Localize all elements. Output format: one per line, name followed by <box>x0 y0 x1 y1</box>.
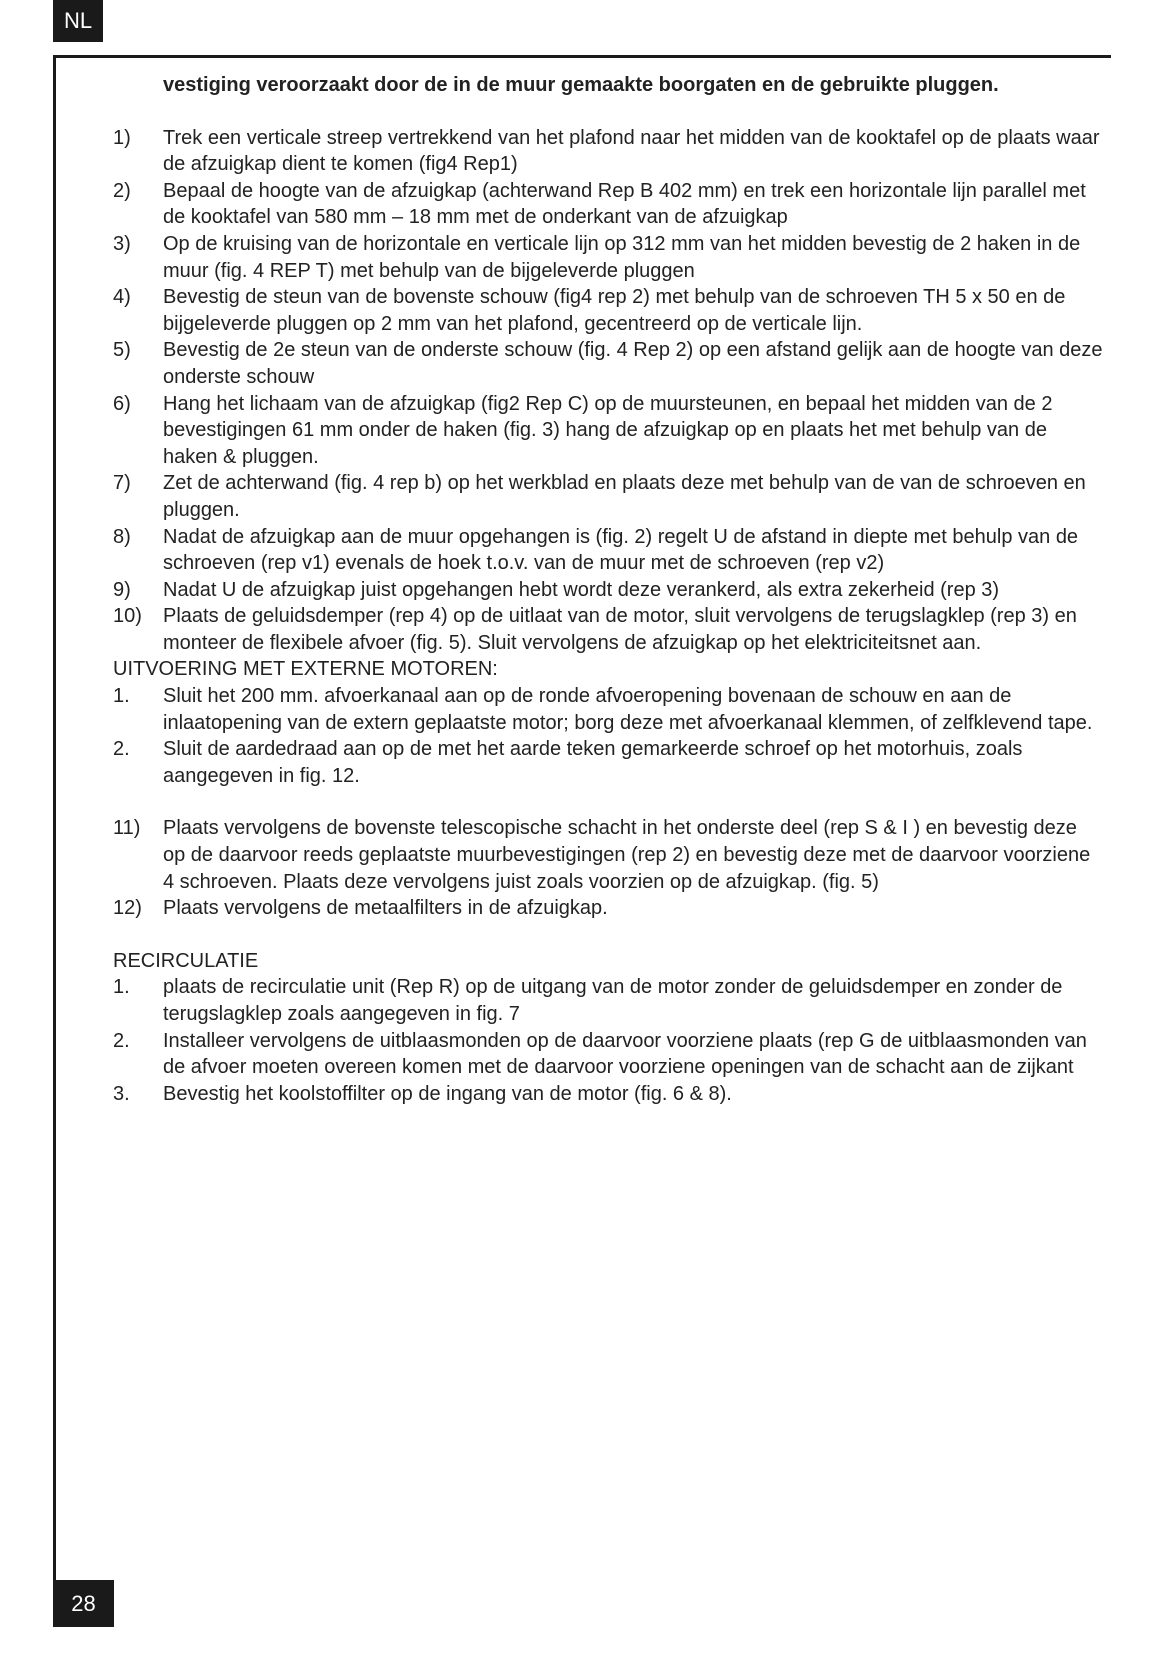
spacer <box>113 922 1103 948</box>
list-item <box>113 391 1103 471</box>
language-badge: NL <box>53 0 103 42</box>
list-item <box>113 683 1103 736</box>
item-text: Bevestig de 2e steun van de onderste schouw (fig. 4 Rep 2) op een afstand gelijk aan de hoogte van deze onderste schouw <box>163 339 1103 388</box>
list-item <box>113 577 1103 604</box>
list-item <box>113 1081 1103 1108</box>
list-item <box>113 603 1103 656</box>
external-motors-list <box>113 683 1103 789</box>
item-text: Plaats vervolgens de metaalfilters in de afzuigkap. <box>163 897 608 920</box>
list-item <box>113 125 1103 178</box>
intro-paragraph: vestiging veroorzaakt door de in de muur gemaakte boorgaten en de gebruikte pluggen. <box>163 74 999 96</box>
frame-top-rule <box>53 55 1111 58</box>
spacer <box>113 789 1103 815</box>
spacer <box>113 99 1103 125</box>
list-item <box>113 524 1103 577</box>
item-text: Op de kruising van de horizontale en verticale lijn op 312 mm van het midden bevestig de 2 haken in de muur (fig. 4 REP T) met behulp van de bijgeleverde pluggen <box>163 232 1081 282</box>
item-number: 1) <box>113 126 131 149</box>
list-item <box>113 815 1103 895</box>
list-item <box>113 178 1103 231</box>
list-item <box>113 1028 1103 1081</box>
list-item <box>113 231 1103 284</box>
item-number: 4) <box>113 286 131 309</box>
item-text: Hang het lichaam van de afzuigkap (fig2 Rep C) op de muursteunen, en bepaal het midden van de 2 bevestigingen 61 mm onder de haken (fig. 3) hang de afzuigkap op en plaats het met behulp van de haken & pluggen. <box>163 392 1053 468</box>
recirculation-list <box>113 974 1103 1107</box>
list-item <box>113 895 1103 922</box>
item-number: 5) <box>113 339 131 362</box>
item-text: Sluit de aardedraad aan op de met het aarde teken gemarkeerde schroef op het motorhuis, zoals aangegeven in fig. 12. <box>163 738 1023 787</box>
item-number: 8) <box>113 525 131 548</box>
item-number: 1. <box>113 685 130 708</box>
item-text: plaats de recirculatie unit (Rep R) op de uitgang van de motor zonder de geluidsdemper en zonder de terugslagklep zoals aangegeven in fig. 7 <box>163 976 1063 1025</box>
item-text: Installeer vervolgens de uitblaasmonden op de daarvoor voorziene plaats (rep G de uitblaasmonden van de afvoer moeten overeen komen met de daarvoor voorziene openingen van de schacht aan de zijkant <box>163 1029 1087 1079</box>
item-text: Nadat U de afzuigkap juist opgehangen hebt wordt deze verankerd, als extra zekerheid (rep 3) <box>163 578 1000 601</box>
item-number: 12) <box>113 897 142 920</box>
item-number: 3) <box>113 232 131 255</box>
item-text: Nadat de afzuigkap aan de muur opgehangen is (fig. 2) regelt U de afstand in diepte met behulp van de schroeven (rep v1) evenals de hoek t.o.v. van de muur met de schroeven (rep v2) <box>163 525 1079 575</box>
steps-list-a <box>113 125 1103 657</box>
section-heading-recirculation: RECIRCULATIE <box>113 949 259 972</box>
item-number: 2. <box>113 738 130 761</box>
page-content <box>113 72 1103 1107</box>
item-number: 2. <box>113 1029 130 1052</box>
item-number: 2) <box>113 179 131 202</box>
item-number: 9) <box>113 578 131 601</box>
list-item <box>113 284 1103 337</box>
item-text: Trek een verticale streep vertrekkend van het plafond naar het midden van de kooktafel op de plaats waar de afzuigkap dient te komen (fig4 Rep1) <box>163 126 1100 176</box>
item-number: 7) <box>113 472 131 495</box>
steps-list-b <box>113 815 1103 921</box>
item-text: Plaats de geluidsdemper (rep 4) op de uitlaat van de motor, sluit vervolgens de terugslagklep (rep 3) en monteer de flexibele afvoer (fig. 5). Sluit vervolgens de afzuigkap op het elektriciteitsnet aan. <box>163 605 1077 654</box>
item-number: 10) <box>113 605 142 628</box>
item-text: Sluit het 200 mm. afvoerkanaal aan op de ronde afvoeropening bovenaan de schouw en aan de inlaatopening van de extern geplaatste motor; borg deze met afvoerkanaal klemmen, of zelfklevend tape. <box>163 685 1093 734</box>
item-text: Bepaal de hoogte van de afzuigkap (achterwand Rep B 402 mm) en trek een horizontale lijn parallel met de kooktafel van 580 mm – 18 mm met de onderkant van de afzuigkap <box>163 179 1086 229</box>
list-item <box>113 337 1103 390</box>
item-text: Bevestig het koolstoffilter op de ingang van de motor (fig. 6 & 8). <box>163 1082 732 1105</box>
frame-left-rule <box>53 55 56 1583</box>
item-number: 3. <box>113 1082 130 1105</box>
item-text: Bevestig de steun van de bovenste schouw (fig4 rep 2) met behulp van de schroeven TH 5 x 50 en de bijgeleverde pluggen op 2 mm van het plafond, gecentreerd op de verticale lijn. <box>163 286 1066 335</box>
item-number: 6) <box>113 392 131 415</box>
item-number: 1. <box>113 976 130 999</box>
list-item <box>113 470 1103 523</box>
item-text: Plaats vervolgens de bovenste telescopische schacht in het onderste deel (rep S & I ) en bevestig deze op de daarvoor reeds geplaatste muurbevestigingen (rep 2) en bevestig deze met de daarvoor voorziene 4 schroeven. Plaats deze vervolgens juist zoals voorzien op de afzuigkap. (fig. 5) <box>163 817 1091 893</box>
list-item <box>113 736 1103 789</box>
page-number: 28 <box>53 1580 114 1627</box>
list-item <box>113 974 1103 1027</box>
item-number: 11) <box>113 817 141 840</box>
section-heading-external-motors: UITVOERING MET EXTERNE MOTOREN: <box>113 658 498 681</box>
item-text: Zet de achterwand (fig. 4 rep b) op het werkblad en plaats deze met behulp van de van de schroeven en pluggen. <box>163 472 1086 521</box>
